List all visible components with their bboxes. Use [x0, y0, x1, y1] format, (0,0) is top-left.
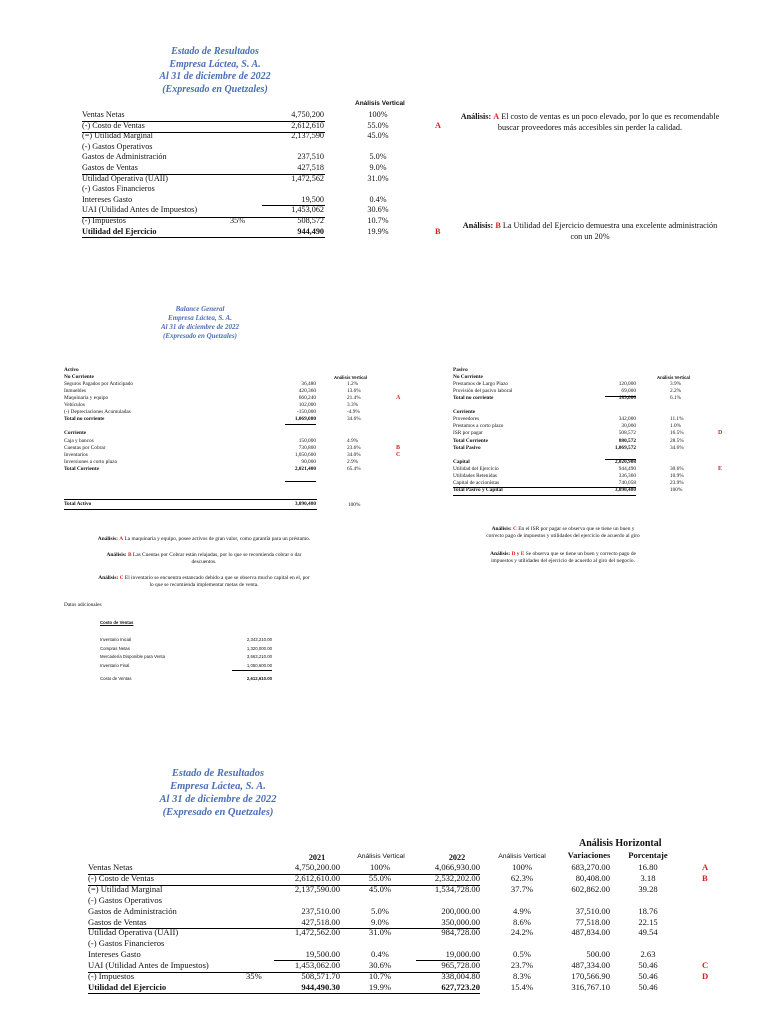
table-rule [88, 874, 480, 875]
analysis-line [418, 551, 708, 558]
row-label: Gastos de Ventas [82, 163, 138, 172]
analysis-line [418, 526, 708, 533]
row-pct-2022: 24.2% [510, 927, 534, 938]
row-variation: 316,767.10 [571, 981, 610, 992]
row-label: Total no corriente [453, 395, 494, 402]
row-label: Activo [64, 367, 79, 373]
row-pct: 16.5% [670, 430, 684, 437]
row-label: UAI (Utilidad Antes de Impuestos) [82, 205, 198, 215]
row-label: (-) Gastos Financieros [88, 938, 165, 949]
row-value: 36,480 [301, 381, 316, 388]
row-label: Gastos de Ventas [88, 916, 147, 927]
costo-total-label: Costo de Ventas [100, 676, 132, 681]
row-pct: 21.4% [347, 395, 361, 402]
row-pct-2021: 19.9% [368, 981, 392, 992]
column-header: Análisis Vertical [498, 853, 546, 860]
row-pct: 6.1% [670, 395, 682, 402]
analysis-text: Se observa que se tiene un buen y correcto pago de [525, 551, 636, 557]
row-pct: 23.6% [347, 444, 361, 451]
row-value: 189,000 [618, 395, 636, 402]
s3-title-line: Estado de Resultados [171, 768, 265, 779]
row-label: Total Activo [64, 501, 92, 507]
row-label: (-) Gastos Operativos [82, 141, 153, 151]
row-value-2022: 19,000.00 [445, 949, 480, 960]
row-label: Ventas Netas [88, 862, 133, 872]
row-value: 427,518 [297, 163, 324, 172]
analysis-label: Análisis: [462, 221, 494, 230]
row-pct: 34.0% [347, 451, 361, 458]
analysis-mark: A [493, 112, 500, 121]
costo-rule [232, 670, 272, 671]
table-rule [262, 205, 325, 206]
analysis-text: La Utilidad del Ejercicio demuestra una excelente administración [502, 221, 718, 230]
row-value: 660,240 [298, 395, 316, 402]
total-activo-row [64, 501, 91, 507]
s1-col-header: Análisis Vertical [355, 100, 405, 107]
row-variation: 37,510.00 [575, 905, 610, 916]
row-value: 730,800 [298, 444, 316, 451]
row-value: 3,090,480 [614, 486, 636, 493]
table-rule [82, 132, 325, 133]
row-value: 4,750,200 [291, 110, 324, 119]
row-mark: D [702, 971, 709, 981]
row-pct: 34.6% [347, 416, 361, 423]
row-label: Prestamos de Largo Plazo [453, 381, 509, 388]
row-percentage: 50.46 [638, 981, 658, 992]
row-variation: 487,834.00 [571, 927, 610, 938]
analysis-text: El inventario se encuentra estancado debido a que se observa mucho capital en el, por [124, 575, 310, 581]
row-value-2022: 350,000.00 [441, 916, 480, 927]
row-label: Corriente [453, 409, 476, 416]
s1-title-line: Al 31 de diciembre de 2022 [159, 71, 271, 82]
row-label: Utilidad del Ejercicio [82, 226, 157, 236]
row-pct: 23.9% [670, 479, 684, 486]
total-activo-underline [64, 509, 317, 510]
row-label: Prestamos a corto plazo [453, 423, 504, 430]
analysis-label: Análisis: [97, 536, 118, 542]
analysis-note [64, 575, 344, 590]
column-header: 2022 [448, 853, 466, 862]
row-label: Corriente [64, 430, 87, 437]
row-pct: 3.3% [347, 402, 359, 409]
row-pct: 2.9% [347, 458, 359, 465]
row-pct-2021: 100% [369, 862, 391, 872]
row-percentage: 22.15 [638, 916, 658, 927]
row-label: Intereses Gasto [82, 194, 133, 204]
row-label: (-) Depreciaciones Acumuladas [64, 409, 131, 416]
costo-label: Mercadería Disponible para Venta [100, 654, 165, 660]
table-rule [416, 960, 480, 961]
row-value-2022: 1,534,728.00 [434, 883, 480, 894]
row-label: (-) Gastos Operativos [88, 894, 162, 905]
row-mark: C [396, 451, 401, 458]
row-value-2021: 4,750,200.00 [294, 862, 340, 872]
row-mark: B [702, 872, 708, 883]
datos-adicionales-title: Datos adicionales [64, 602, 102, 608]
analysis-text: El costo de ventas es un poco elevado, por lo que es recomendable [501, 112, 720, 121]
costo-value: 1,320,000.00 [246, 645, 272, 651]
row-label: Capital [453, 458, 470, 465]
row-value: 1,069,572 [614, 444, 636, 451]
row-pct: 10.9% [670, 472, 684, 479]
table-rule [82, 121, 325, 122]
row-pct: 9.0% [369, 163, 387, 172]
row-percentage: 39.28 [638, 883, 658, 894]
row-value: 2,612,610 [291, 120, 324, 130]
analysis-label: Análisis: [491, 526, 512, 532]
row-value: 237,510 [297, 152, 324, 162]
s3-title-line: Al 31 de diciembre de 2022 [159, 794, 277, 806]
analysis-note [418, 526, 708, 541]
row-value-2021: 2,612,610.00 [294, 872, 340, 883]
total-activo-rule [64, 499, 317, 500]
row-value: 120,000 [618, 381, 636, 388]
row-variation: 500.00 [586, 949, 610, 960]
row-value: 420,360 [298, 388, 316, 395]
s1-analysis-a [440, 112, 740, 133]
row-pct: 0.4% [369, 194, 387, 204]
row-label: (-) Costo de Ventas [88, 872, 154, 883]
table-rule [605, 459, 636, 460]
analysis-text: buscar proveedores más accesibles sin perder la calidad. [497, 122, 683, 132]
row-pct: 100% [670, 486, 683, 493]
row-variation: 77,518.00 [575, 916, 610, 927]
s2-title-line: Al 31 de diciembre de 2022 [161, 323, 239, 332]
row-pct-2022: 62.3% [510, 872, 534, 883]
row-label: (=) Utilidad Marginal [88, 883, 163, 894]
row-mark: D [718, 430, 723, 437]
table-rule [285, 481, 316, 482]
costo-value: 2,343,210.00 [246, 637, 272, 642]
analysis-line [64, 536, 344, 543]
row-value: 30,000 [621, 423, 636, 430]
analysis-label: Análisis: [490, 551, 511, 557]
table-rule [453, 495, 636, 496]
column-header: 2021 [308, 853, 326, 862]
s3-horizontal-header: Análisis Horizontal [579, 838, 662, 849]
row-value-2021: 237,510.00 [301, 905, 340, 916]
table-rule [274, 960, 340, 961]
analysis-mark: D y E [511, 551, 525, 557]
row-value: 2,020,908 [614, 458, 636, 465]
costo-total-value: 2,612,610.00 [246, 676, 272, 681]
row-label: Utilidad Operativa (UAII) [82, 173, 168, 183]
row-label: Total Corriente [453, 437, 488, 444]
row-pct-2022: 100% [511, 862, 533, 872]
row-label: (-) Impuestos [88, 971, 135, 981]
row-percentage: 49.54 [638, 927, 658, 938]
row-value: 336,360 [618, 472, 636, 479]
table-rule [88, 993, 480, 994]
row-pct-2021: 30.6% [368, 960, 392, 971]
row-value-2021: 508,571.70 [301, 971, 340, 981]
column-header: Variaciones [567, 850, 611, 860]
analysis-mark: A [119, 536, 124, 542]
costo-label: Inventario Final [100, 662, 130, 668]
row-value-2021: 944,490.30 [301, 981, 340, 992]
costo-value: 1,050,600.00 [246, 662, 272, 668]
costo-heading: Costo de Ventas [100, 620, 134, 625]
row-label: Total no corriente [64, 416, 105, 423]
row-value: 2,137,590 [291, 131, 324, 141]
row-label: Inmuebles [64, 388, 87, 395]
analysis-note [64, 552, 344, 567]
row-mark: C [702, 960, 709, 971]
row-value-2021: 427,518.00 [301, 916, 340, 927]
row-label: Utilidad del Ejercicio [453, 465, 499, 472]
row-mark: B [396, 444, 401, 451]
row-label: No Corriente [453, 374, 483, 381]
column-header: Análisis Vertical [357, 853, 405, 860]
row-value: 2,021,400 [294, 465, 316, 472]
row-value: 880,572 [618, 437, 636, 444]
row-value-2022: 965,728.00 [441, 960, 480, 971]
row-value-2021: 19,500.00 [305, 949, 340, 960]
analysis-mark: C [119, 575, 124, 581]
row-pct: 45.0% [367, 131, 389, 141]
row-value: 150,000 [298, 437, 316, 444]
row-label: Inversiones a corto plazo [64, 458, 118, 465]
row-label: Intereses Gasto [88, 949, 141, 960]
row-mark: B [435, 226, 441, 236]
row-value-2021: 2,137,590.00 [294, 883, 340, 894]
analysis-line [64, 552, 344, 559]
analysis-note [64, 536, 344, 543]
row-pct: 3.9% [670, 381, 682, 388]
table-rule [605, 396, 636, 397]
row-pct: 1.0% [670, 423, 682, 430]
row-pct: 100% [368, 110, 388, 119]
row-value: 944,490 [618, 465, 636, 472]
row-pct: 1.2% [347, 381, 359, 388]
row-value: 102,000 [298, 402, 316, 409]
analysis-text: lo que se recomienda implementar metas de venta. [149, 582, 259, 589]
row-value: 508,572 [618, 430, 636, 437]
row-label: Ventas Netas [82, 110, 125, 119]
analysis-note [418, 551, 708, 566]
row-pct: 10.7% [367, 216, 389, 225]
row-value-2022: 627,723.20 [441, 981, 480, 992]
row-label: Seguros Pagados por Anticipado [64, 381, 133, 388]
row-label: Maquinaria y equipo [64, 395, 109, 402]
row-percentage: 2.63 [640, 949, 656, 960]
row-value: 740,058 [618, 479, 636, 486]
row-value-2021: 1,472,562.00 [294, 927, 340, 938]
table-rule [285, 424, 316, 425]
row-pct-2021: 0.4% [371, 949, 389, 960]
row-label: Utilidades Retenidas [453, 472, 497, 479]
row-label: Cuentas por Cobrar [64, 444, 106, 451]
analysis-text: Las Cuentas por Cobrar están relajadas, por lo que se recomienda cobrar o dar [132, 552, 302, 558]
row-pct: 30.6% [670, 465, 684, 472]
row-pct: 2.2% [670, 388, 682, 395]
analysis-text: impuestos y utilidades del ejercicio de acuerdo al giro del negocio. [491, 558, 635, 565]
row-label: ISR por pagar [453, 430, 483, 437]
analysis-text: La maquinaria y equipo, posee activos de gran valor, como garantía para un préstamo. [124, 536, 311, 542]
row-variation: 683,270.00 [571, 862, 610, 872]
row-percentage: 50.46 [638, 960, 658, 971]
row-value-2022: 2,532,202.00 [434, 872, 480, 883]
row-label: Inventarios [64, 451, 88, 458]
row-label: Vehículos [64, 402, 85, 409]
row-pct-2022: 4.9% [513, 905, 531, 916]
row-value: 1,472,562 [291, 173, 324, 183]
row-pct-2021: 5.0% [371, 905, 389, 916]
row-value: 508,572 [297, 216, 324, 225]
row-label: Capital de accionistas [453, 479, 500, 486]
row-label: No Corriente [64, 374, 94, 381]
analysis-text: En el ISR por pagar se observa que se tiene un buen y [518, 526, 635, 532]
row-mark: A [435, 120, 441, 130]
row-value: 944,490 [297, 226, 324, 236]
analysis-label: Análisis: [106, 552, 127, 558]
table-rule [82, 174, 325, 175]
row-label: Gastos de Administración [88, 905, 177, 916]
s2-title [140, 305, 260, 341]
s1-title-line: Estado de Resultados [171, 46, 259, 57]
row-percentage: 3.18 [640, 872, 656, 883]
row-pct: 5.0% [369, 152, 387, 162]
row-variation: 602,862.00 [571, 883, 610, 894]
row-value: 342,000 [618, 416, 636, 423]
analysis-text: correcto pago de impuestos y utilidades del ejercicio de acuerdo al giro [486, 533, 640, 540]
row-value-2021: 1,453,062.00 [294, 960, 340, 971]
row-percentage: 16.80 [638, 862, 658, 872]
row-mark: A [396, 395, 401, 402]
analysis-label: Análisis: [98, 575, 119, 581]
s2-title-line: Empresa Láctea, S. A. [168, 314, 232, 323]
row-label: Caja y bancos [64, 437, 94, 444]
row-pct: 55.0% [367, 120, 389, 130]
row-value: 69,000 [621, 388, 636, 395]
row-value-2022: 338,004.80 [441, 971, 480, 981]
row-pct-2021: 10.7% [368, 971, 392, 981]
row-value: -150,000 [297, 409, 316, 416]
row-pct-2022: 37.7% [510, 883, 534, 894]
analysis-mark: C [513, 526, 517, 532]
s2-title-line: Balance General [175, 305, 225, 313]
analysis-mark: B [127, 552, 132, 558]
row-pct-2022: 23.7% [510, 960, 534, 971]
analysis-mark: B [495, 221, 501, 230]
tax-rate: 35% [246, 971, 262, 981]
row-label: Total Pasivo y Capital [453, 486, 503, 493]
s2-title-line: (Expresado en Quetzales) [163, 332, 237, 341]
table-rule [453, 487, 636, 488]
s1-title [140, 46, 290, 96]
row-pct: 30.6% [367, 205, 389, 215]
row-label: Pasivo [453, 367, 468, 373]
row-pct: 34.6% [670, 444, 684, 451]
row-label: Proveedores [453, 416, 480, 423]
row-value: 1,069,080 [294, 416, 316, 423]
row-value: 1,050,600 [294, 451, 316, 458]
row-label: (-) Gastos Financieros [82, 184, 155, 194]
row-mark: E [718, 465, 723, 472]
row-pct-2022: 0.5% [513, 949, 531, 960]
total-activo-value: 3,090,480 [294, 501, 316, 507]
table-rule [88, 928, 480, 929]
costo-label: Compras Netas [100, 645, 130, 651]
row-pct-2021: 55.0% [368, 872, 392, 883]
costo-label: Inventario Inicial [100, 637, 132, 642]
row-percentage: 18.76 [638, 905, 658, 916]
s3-title [138, 767, 298, 820]
row-variation: 80,408.00 [575, 872, 610, 883]
row-pct: -4.9% [347, 409, 360, 416]
row-pct-2021: 31.0% [368, 927, 392, 938]
table-rule [88, 885, 480, 886]
row-label: (-) Costo de Ventas [82, 120, 145, 130]
row-pct: 31.0% [367, 173, 389, 183]
row-pct: 4.9% [347, 437, 359, 444]
s2-left-col-header: Análisis Vertical [334, 375, 367, 380]
row-label: (-) Impuestos [82, 216, 126, 225]
row-pct-2022: 8.6% [513, 916, 531, 927]
row-pct-2022: 15.4% [510, 981, 534, 992]
row-label: Total Corriente [64, 465, 99, 472]
total-activo-pct: 100% [348, 502, 361, 508]
table-rule [82, 217, 325, 218]
row-value: 1,453,062 [291, 205, 324, 215]
row-pct-2022: 8.3% [513, 971, 531, 981]
column-header: Porcentaje [628, 850, 668, 860]
s1-analysis-b [440, 221, 740, 242]
row-pct: 11.1% [670, 416, 684, 423]
row-pct-2021: 9.0% [371, 916, 389, 927]
row-value: 90,000 [301, 458, 316, 465]
row-value-2022: 984,728.00 [441, 927, 480, 938]
row-mark: A [702, 862, 709, 872]
analysis-text: descuentos. [191, 559, 217, 566]
row-value: 19,500 [301, 194, 324, 204]
table-rule [88, 972, 480, 973]
row-variation: 487,334.00 [571, 960, 610, 971]
row-label: Utilidad Operativa (UAII) [88, 927, 179, 938]
row-pct-2021: 45.0% [368, 883, 392, 894]
row-label: Utilidad del Ejercicio [88, 981, 167, 992]
analysis-line [64, 575, 344, 582]
row-label: UAI (Utilidad Antes de Impuestos) [88, 960, 209, 971]
row-label: Provisión del pasivo laboral [453, 388, 513, 395]
s3-title-line: (Expresado en Quetzales) [162, 807, 274, 819]
row-label: Total Pasivo [453, 444, 481, 451]
s1-title-line: Empresa Láctea, S. A. [169, 58, 261, 70]
analysis-text: con un 20% [570, 231, 610, 241]
s2-right-col-header: Análisis Vertical [657, 375, 690, 380]
tax-rate: 35% [230, 216, 246, 225]
row-pct: 19.9% [367, 226, 389, 236]
row-pct: 13.6% [347, 388, 361, 395]
row-pct: 28.5% [670, 437, 684, 444]
analysis-label: Análisis: [460, 112, 492, 121]
row-value-2022: 200,000.00 [441, 905, 480, 916]
s3-title-line: Empresa Láctea, S. A. [170, 781, 266, 793]
table-rule [82, 237, 325, 238]
row-value-2022: 4,066,930.00 [434, 862, 480, 872]
s1-title-line: (Expresado en Quetzales) [162, 83, 268, 95]
row-variation: 170,566.90 [571, 971, 610, 981]
row-label: (=) Utilidad Marginal [82, 131, 153, 141]
row-percentage: 50.46 [638, 971, 658, 981]
costo-value: 3,663,210.00 [246, 654, 272, 660]
row-label: Gastos de Administración [82, 152, 167, 162]
row-pct: 65.4% [347, 465, 361, 472]
